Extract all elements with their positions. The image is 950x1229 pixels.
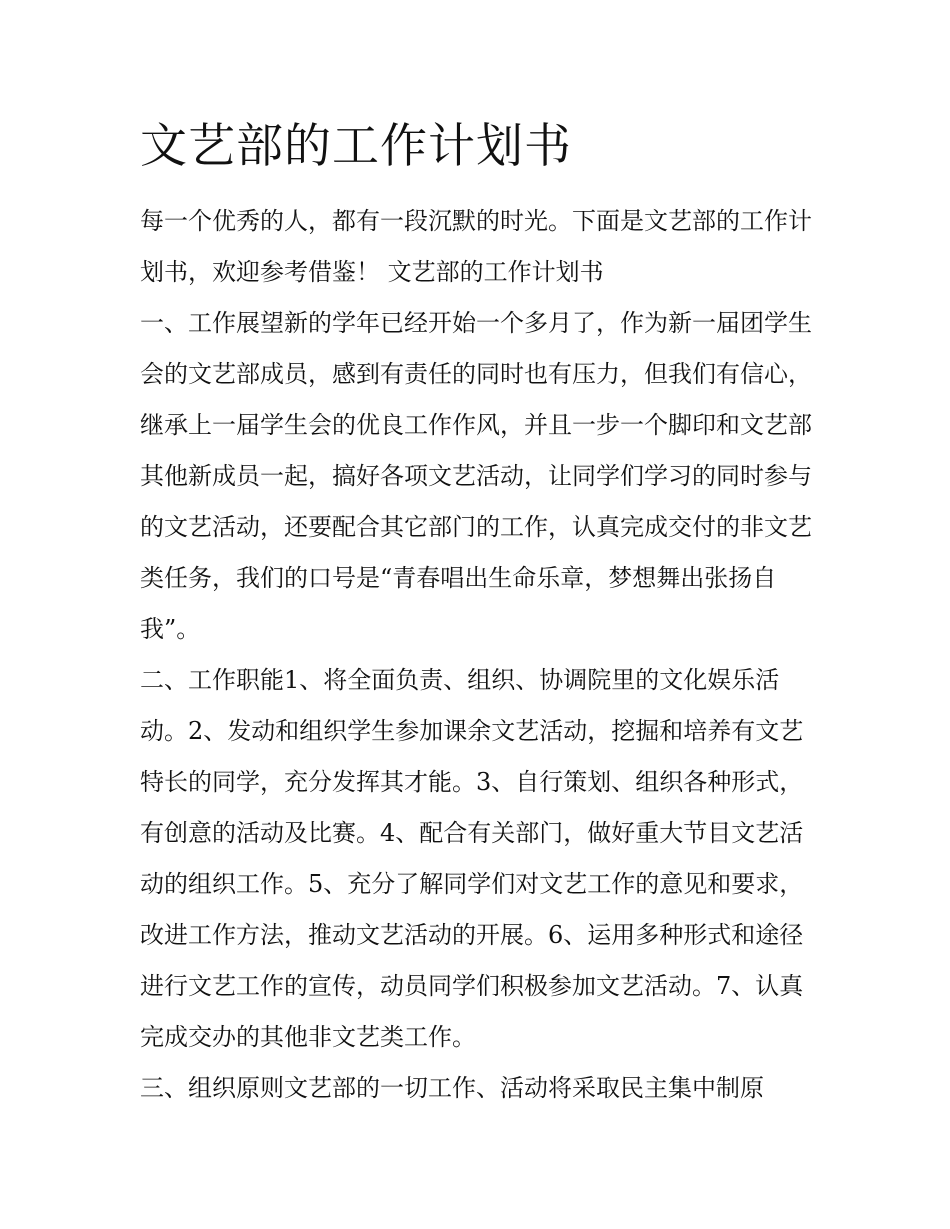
document-title: 文艺部的工作计划书 bbox=[140, 119, 572, 174]
document-body bbox=[140, 112, 820, 1114]
paragraph-intro: 每一个优秀的人，都有一段沉默的时光。下面是文艺部的工作计划书，欢迎参考借鉴！ 文艺部的工作计划书 bbox=[140, 207, 812, 286]
paragraph-work-outlook: 一、工作展望新的学年已经开始一个多月了，作为新一届团学生会的文艺部成员，感到有责任的同时也有压力，但我们有信心，继承上一届学生会的优良工作作风，并且一步一个脚印和文艺部其他新成员一起，搞好各项文艺活动，让同学们学习的同时参与的文艺活动，还要配合其它部门的工作，认真完成交付的非文艺类任务，我们的口号是“青春唱出生命乐章，梦想舞出张扬自我”。 bbox=[140, 309, 812, 643]
paragraph-organization-principle: 三、组织原则文艺部的一切工作、活动将采取民主集中制原 bbox=[140, 1074, 764, 1102]
paragraph-work-functions: 二、工作职能1、将全面负责、组织、协调院里的文化娱乐活动。2、发动和组织学生参加课余文艺活动，挖掘和培养有文艺特长的同学，充分发挥其才能。3、自行策划、组织各种形式，有创意的活动及比赛。4、配合有关部门，做好重大节目文艺活动的组织工作。5、充分了解同学们对文艺工作的意见和要求，改进工作方法，推动文艺活动的开展。6、运用多种形式和途径进行文艺工作的宣传，动员同学们积极参加文艺活动。7、认真完成交办的其他非文艺类工作。 bbox=[140, 666, 804, 1051]
